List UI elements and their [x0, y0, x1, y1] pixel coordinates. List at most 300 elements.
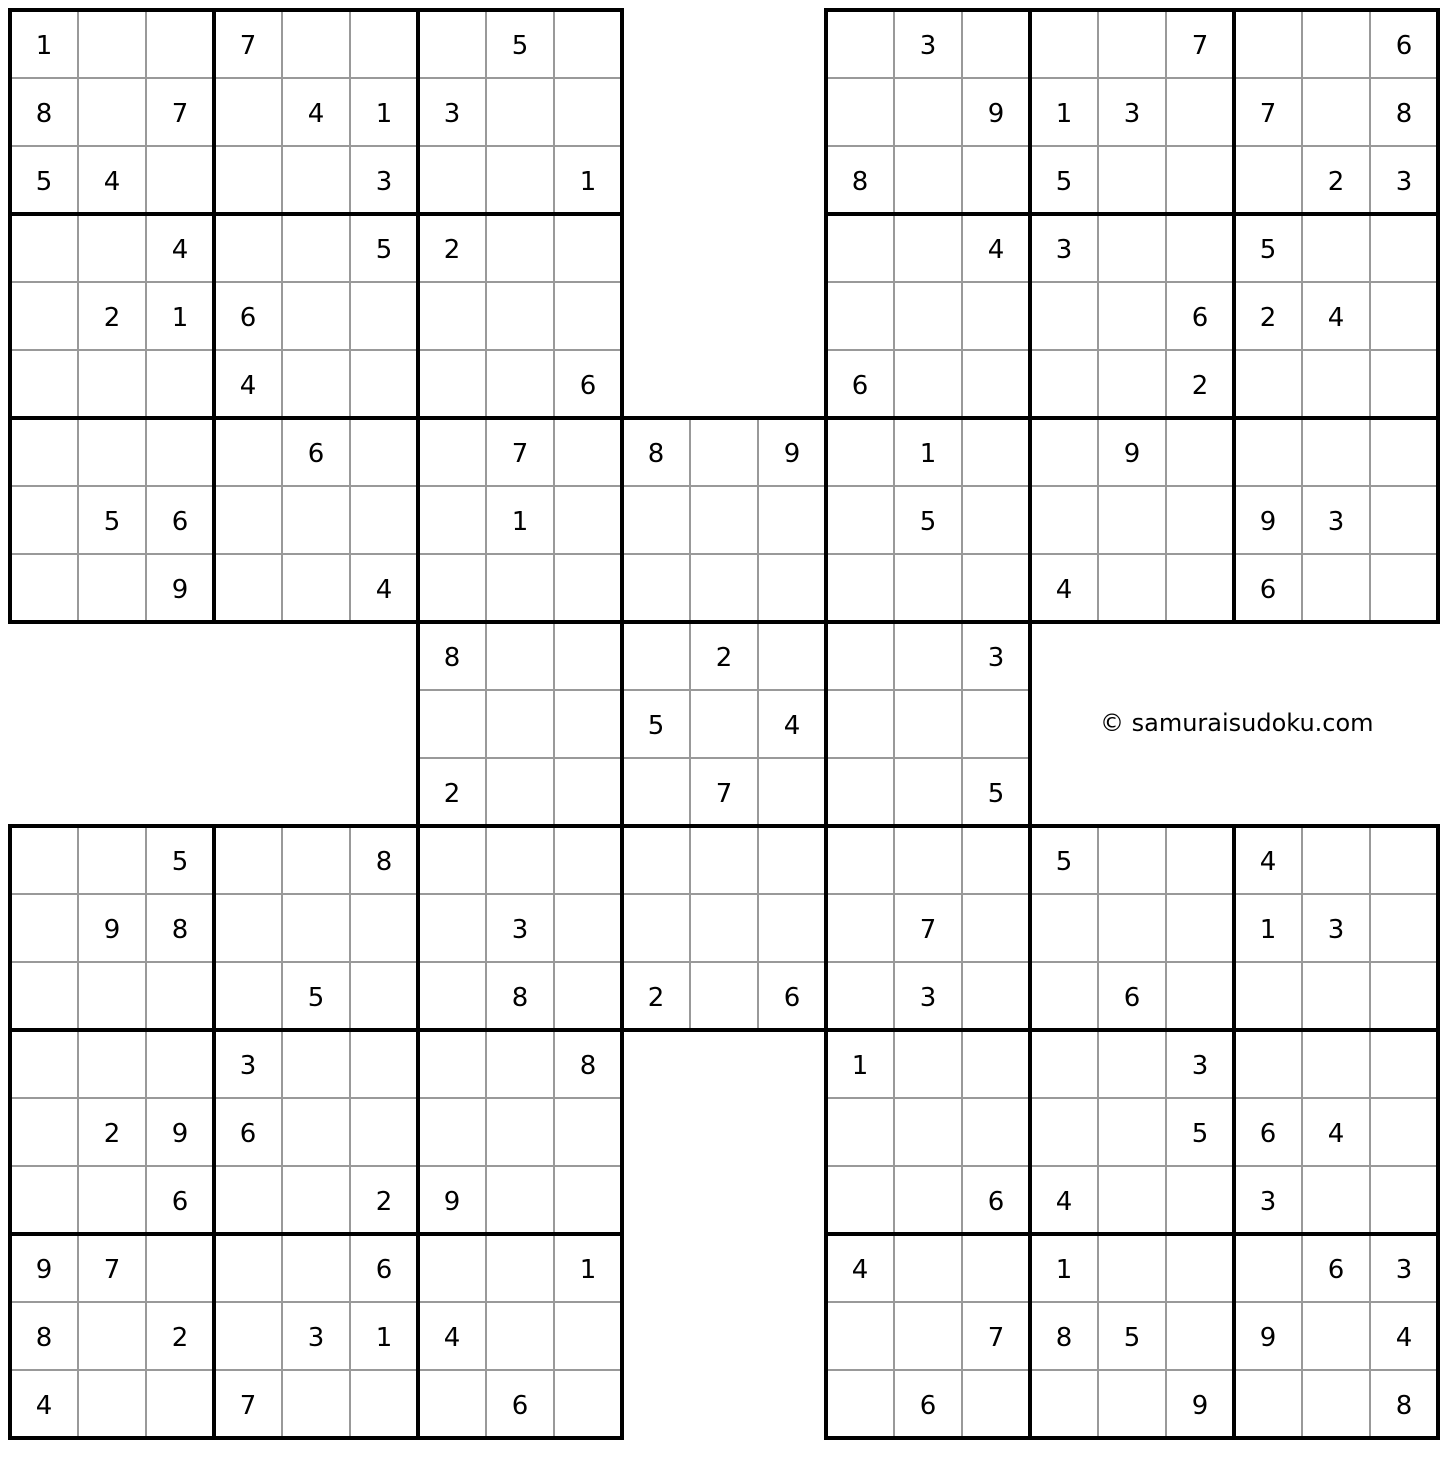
sudoku-cell[interactable] — [214, 78, 282, 146]
sudoku-cell[interactable] — [1030, 350, 1098, 418]
sudoku-cell[interactable] — [282, 1166, 350, 1234]
sudoku-cell[interactable] — [1302, 1166, 1370, 1234]
sudoku-cell[interactable] — [282, 282, 350, 350]
sudoku-cell[interactable] — [554, 962, 622, 1030]
sudoku-cell[interactable] — [894, 690, 962, 758]
given-digit: 9 — [35, 1255, 53, 1285]
sudoku-cell[interactable] — [962, 826, 1030, 894]
sudoku-cell[interactable] — [758, 622, 826, 690]
given-digit: 4 — [1327, 1119, 1345, 1149]
sudoku-cell[interactable] — [962, 350, 1030, 418]
sudoku-cell[interactable] — [554, 78, 622, 146]
sudoku-cell[interactable] — [554, 1098, 622, 1166]
sudoku-cell[interactable] — [282, 214, 350, 282]
given-digit: 6 — [919, 1391, 937, 1421]
sudoku-cell[interactable] — [758, 554, 826, 622]
sudoku-cell[interactable] — [554, 554, 622, 622]
sudoku-cell[interactable] — [1098, 1234, 1166, 1302]
sudoku-cell[interactable] — [1370, 962, 1438, 1030]
sudoku-cell[interactable] — [486, 1166, 554, 1234]
sudoku-cell[interactable] — [10, 282, 78, 350]
sudoku-cell[interactable] — [78, 554, 146, 622]
sudoku-cell[interactable] — [962, 1234, 1030, 1302]
sudoku-cell[interactable] — [1370, 486, 1438, 554]
given-digit: 3 — [1395, 167, 1413, 197]
sudoku-cell[interactable] — [962, 486, 1030, 554]
given-digit: 6 — [511, 1391, 529, 1421]
sudoku-cell[interactable] — [282, 554, 350, 622]
sudoku-cell[interactable] — [826, 1302, 894, 1370]
given-digit: 7 — [919, 915, 937, 945]
sudoku-cell[interactable] — [826, 554, 894, 622]
given-digit: 9 — [171, 1119, 189, 1149]
given-digit: 9 — [783, 439, 801, 469]
sudoku-cell[interactable] — [826, 486, 894, 554]
sudoku-cell[interactable] — [622, 758, 690, 826]
sudoku-cell[interactable] — [894, 1030, 962, 1098]
sudoku-cell[interactable] — [418, 486, 486, 554]
sudoku-cell[interactable] — [894, 826, 962, 894]
given-digit: 2 — [171, 1323, 189, 1353]
given-digit: 7 — [715, 779, 733, 809]
sudoku-cell[interactable] — [418, 894, 486, 962]
sudoku-cell[interactable] — [894, 1098, 962, 1166]
given-digit: 8 — [511, 983, 529, 1013]
sudoku-cell[interactable] — [962, 418, 1030, 486]
sudoku-cell[interactable] — [350, 486, 418, 554]
sudoku-cell[interactable] — [1302, 1302, 1370, 1370]
sudoku-cell[interactable] — [214, 894, 282, 962]
sudoku-cell[interactable] — [1234, 962, 1302, 1030]
sudoku-cell[interactable] — [554, 282, 622, 350]
sudoku-cell[interactable] — [690, 962, 758, 1030]
sudoku-cell[interactable] — [758, 486, 826, 554]
sudoku-cell[interactable] — [350, 350, 418, 418]
given-digit: 8 — [375, 847, 393, 877]
sudoku-cell[interactable] — [418, 962, 486, 1030]
sudoku-cell[interactable] — [1098, 146, 1166, 214]
sudoku-cell[interactable] — [350, 894, 418, 962]
sudoku-cell[interactable] — [146, 1234, 214, 1302]
sudoku-cell[interactable] — [1098, 486, 1166, 554]
given-digit: 4 — [1055, 1187, 1073, 1217]
sudoku-cell[interactable] — [486, 146, 554, 214]
sudoku-cell[interactable] — [78, 418, 146, 486]
sudoku-cell[interactable] — [622, 826, 690, 894]
given-digit: 3 — [307, 1323, 325, 1353]
sudoku-cell[interactable] — [146, 1370, 214, 1438]
sudoku-cell[interactable] — [78, 1030, 146, 1098]
sudoku-cell[interactable] — [10, 962, 78, 1030]
sudoku-cell[interactable] — [486, 1030, 554, 1098]
sudoku-cell[interactable] — [1030, 418, 1098, 486]
sudoku-cell[interactable] — [1302, 10, 1370, 78]
sudoku-cell[interactable] — [146, 1030, 214, 1098]
sudoku-cell[interactable] — [214, 1234, 282, 1302]
sudoku-cell[interactable] — [282, 1030, 350, 1098]
given-digit: 5 — [307, 983, 325, 1013]
sudoku-cell[interactable] — [1166, 1166, 1234, 1234]
given-digit: 3 — [511, 915, 529, 945]
sudoku-cell[interactable] — [282, 894, 350, 962]
sudoku-cell[interactable] — [1166, 894, 1234, 962]
given-digit: 9 — [171, 575, 189, 605]
given-digit: 4 — [1327, 303, 1345, 333]
sudoku-cell[interactable] — [1370, 1166, 1438, 1234]
sudoku-cell[interactable] — [418, 1098, 486, 1166]
given-digit: 8 — [647, 439, 665, 469]
given-digit: 1 — [375, 1323, 393, 1353]
sudoku-cell[interactable] — [214, 962, 282, 1030]
sudoku-cell[interactable] — [962, 894, 1030, 962]
sudoku-cell[interactable] — [282, 1098, 350, 1166]
sudoku-cell[interactable] — [1098, 214, 1166, 282]
sudoku-cell[interactable] — [486, 554, 554, 622]
sudoku-cell[interactable] — [1098, 826, 1166, 894]
sudoku-cell[interactable] — [1098, 350, 1166, 418]
sudoku-cell[interactable] — [826, 214, 894, 282]
given-digit: 4 — [375, 575, 393, 605]
sudoku-cell[interactable] — [554, 1166, 622, 1234]
sudoku-cell[interactable] — [622, 894, 690, 962]
sudoku-cell[interactable] — [486, 758, 554, 826]
sudoku-cell[interactable] — [826, 962, 894, 1030]
sudoku-cell[interactable] — [282, 826, 350, 894]
sudoku-cell[interactable] — [214, 146, 282, 214]
sudoku-cell[interactable] — [962, 554, 1030, 622]
sudoku-cell[interactable] — [1098, 894, 1166, 962]
sudoku-cell[interactable] — [1098, 1030, 1166, 1098]
sudoku-cell[interactable] — [554, 1302, 622, 1370]
sudoku-cell[interactable] — [486, 78, 554, 146]
sudoku-cell[interactable] — [214, 826, 282, 894]
sudoku-cell[interactable] — [1030, 282, 1098, 350]
given-digit: 1 — [579, 167, 597, 197]
sudoku-cell[interactable] — [486, 826, 554, 894]
sudoku-cell[interactable] — [554, 622, 622, 690]
sudoku-cell[interactable] — [486, 1302, 554, 1370]
given-digit: 2 — [1259, 303, 1277, 333]
given-digit: 3 — [919, 983, 937, 1013]
sudoku-cell[interactable] — [418, 1030, 486, 1098]
sudoku-cell[interactable] — [10, 214, 78, 282]
sudoku-cell[interactable] — [622, 622, 690, 690]
given-digit: 4 — [443, 1323, 461, 1353]
sudoku-cell[interactable] — [1098, 1098, 1166, 1166]
sudoku-cell[interactable] — [1302, 962, 1370, 1030]
sudoku-cell[interactable] — [418, 826, 486, 894]
sudoku-cell[interactable] — [962, 10, 1030, 78]
sudoku-cell[interactable] — [78, 78, 146, 146]
sudoku-cell[interactable] — [214, 1302, 282, 1370]
sudoku-cell[interactable] — [758, 894, 826, 962]
sudoku-cell[interactable] — [350, 1370, 418, 1438]
given-digit: 3 — [1055, 235, 1073, 265]
sudoku-cell[interactable] — [1370, 1098, 1438, 1166]
sudoku-cell[interactable] — [894, 1234, 962, 1302]
sudoku-cell[interactable] — [350, 962, 418, 1030]
sudoku-cell[interactable] — [894, 282, 962, 350]
sudoku-cell[interactable] — [350, 1030, 418, 1098]
sudoku-cell[interactable] — [962, 690, 1030, 758]
sudoku-cell[interactable] — [1030, 10, 1098, 78]
sudoku-cell[interactable] — [1370, 214, 1438, 282]
sudoku-cell[interactable] — [10, 350, 78, 418]
sudoku-cell[interactable] — [826, 282, 894, 350]
sudoku-cell[interactable] — [690, 418, 758, 486]
sudoku-cell[interactable] — [78, 214, 146, 282]
sudoku-cell[interactable] — [962, 1098, 1030, 1166]
sudoku-cell[interactable] — [146, 962, 214, 1030]
sudoku-cell[interactable] — [486, 690, 554, 758]
sudoku-cell[interactable] — [10, 826, 78, 894]
sudoku-cell[interactable] — [418, 282, 486, 350]
sudoku-cell[interactable] — [1370, 350, 1438, 418]
sudoku-cell[interactable] — [826, 1370, 894, 1438]
sudoku-cell[interactable] — [826, 10, 894, 78]
sudoku-cell[interactable] — [894, 350, 962, 418]
sudoku-cell[interactable] — [1098, 1370, 1166, 1438]
sudoku-cell[interactable] — [418, 690, 486, 758]
sudoku-cell[interactable] — [146, 418, 214, 486]
sudoku-cell[interactable] — [418, 1370, 486, 1438]
sudoku-cell[interactable] — [214, 418, 282, 486]
sudoku-cell[interactable] — [554, 214, 622, 282]
sudoku-cell[interactable] — [894, 1166, 962, 1234]
sudoku-cell[interactable] — [894, 146, 962, 214]
sudoku-cell[interactable] — [214, 486, 282, 554]
sudoku-cell[interactable] — [1234, 1234, 1302, 1302]
sudoku-cell[interactable] — [10, 1166, 78, 1234]
sudoku-cell[interactable] — [1370, 826, 1438, 894]
sudoku-cell[interactable] — [894, 78, 962, 146]
sudoku-cell[interactable] — [826, 690, 894, 758]
sudoku-cell[interactable] — [1030, 1098, 1098, 1166]
given-digit: 9 — [1123, 439, 1141, 469]
sudoku-cell[interactable] — [214, 1166, 282, 1234]
sudoku-cell[interactable] — [10, 418, 78, 486]
given-digit: 6 — [307, 439, 325, 469]
given-digit: 1 — [171, 303, 189, 333]
sudoku-cell[interactable] — [758, 758, 826, 826]
sudoku-cell[interactable] — [78, 826, 146, 894]
sudoku-cell[interactable] — [78, 1370, 146, 1438]
sudoku-cell[interactable] — [1302, 214, 1370, 282]
sudoku-cell[interactable] — [826, 758, 894, 826]
sudoku-cell[interactable] — [486, 350, 554, 418]
sudoku-cell[interactable] — [1370, 282, 1438, 350]
given-digit: 6 — [1191, 303, 1209, 333]
sudoku-cell[interactable] — [78, 10, 146, 78]
sudoku-cell[interactable] — [1166, 418, 1234, 486]
sudoku-cell[interactable] — [1302, 1030, 1370, 1098]
given-digit: 6 — [375, 1255, 393, 1285]
sudoku-cell[interactable] — [1234, 10, 1302, 78]
sudoku-cell[interactable] — [1098, 282, 1166, 350]
sudoku-cell[interactable] — [418, 10, 486, 78]
sudoku-cell[interactable] — [1166, 214, 1234, 282]
sudoku-cell[interactable] — [350, 1098, 418, 1166]
sudoku-cell[interactable] — [78, 962, 146, 1030]
sudoku-cell[interactable] — [1098, 1166, 1166, 1234]
sudoku-cell[interactable] — [962, 282, 1030, 350]
sudoku-cell[interactable] — [554, 1370, 622, 1438]
sudoku-cell[interactable] — [1370, 1030, 1438, 1098]
sudoku-cell[interactable] — [1370, 418, 1438, 486]
sudoku-cell[interactable] — [826, 894, 894, 962]
sudoku-cell[interactable] — [10, 486, 78, 554]
sudoku-cell[interactable] — [826, 1098, 894, 1166]
sudoku-cell[interactable] — [350, 10, 418, 78]
sudoku-cell[interactable] — [282, 10, 350, 78]
sudoku-cell[interactable] — [1234, 418, 1302, 486]
sudoku-cell[interactable] — [1302, 78, 1370, 146]
sudoku-cell[interactable] — [1302, 418, 1370, 486]
sudoku-cell[interactable] — [894, 758, 962, 826]
sudoku-cell[interactable] — [1030, 894, 1098, 962]
sudoku-cell[interactable] — [622, 486, 690, 554]
sudoku-cell[interactable] — [10, 1030, 78, 1098]
sudoku-cell[interactable] — [78, 350, 146, 418]
sudoku-cell[interactable] — [282, 486, 350, 554]
sudoku-cell[interactable] — [1166, 826, 1234, 894]
sudoku-cell[interactable] — [282, 146, 350, 214]
sudoku-cell[interactable] — [486, 1234, 554, 1302]
sudoku-cell[interactable] — [554, 486, 622, 554]
given-digit: 8 — [579, 1051, 597, 1081]
sudoku-cell[interactable] — [350, 282, 418, 350]
sudoku-cell[interactable] — [554, 418, 622, 486]
sudoku-cell[interactable] — [1370, 894, 1438, 962]
sudoku-cell[interactable] — [554, 10, 622, 78]
sudoku-cell[interactable] — [146, 146, 214, 214]
given-digit: 5 — [987, 779, 1005, 809]
sudoku-cell[interactable] — [894, 554, 962, 622]
sudoku-cell[interactable] — [690, 894, 758, 962]
sudoku-cell[interactable] — [690, 826, 758, 894]
sudoku-cell[interactable] — [1302, 554, 1370, 622]
sudoku-cell[interactable] — [894, 214, 962, 282]
sudoku-cell[interactable] — [1166, 962, 1234, 1030]
sudoku-cell[interactable] — [78, 1302, 146, 1370]
sudoku-cell[interactable] — [486, 622, 554, 690]
given-digit: 1 — [511, 507, 529, 537]
sudoku-cell[interactable] — [1166, 1302, 1234, 1370]
sudoku-cell[interactable] — [962, 962, 1030, 1030]
sudoku-cell[interactable] — [282, 1234, 350, 1302]
sudoku-cell[interactable] — [1234, 1370, 1302, 1438]
sudoku-cell[interactable] — [418, 350, 486, 418]
given-digit: 5 — [1055, 167, 1073, 197]
sudoku-cell[interactable] — [1030, 1030, 1098, 1098]
sudoku-cell[interactable] — [350, 418, 418, 486]
sudoku-cell[interactable] — [690, 554, 758, 622]
sudoku-cell[interactable] — [962, 1370, 1030, 1438]
given-digit: 8 — [443, 643, 461, 673]
sudoku-cell[interactable] — [554, 758, 622, 826]
given-digit: 3 — [239, 1051, 257, 1081]
sudoku-cell[interactable] — [690, 486, 758, 554]
given-digit: 6 — [579, 371, 597, 401]
given-digit: 4 — [239, 371, 257, 401]
sudoku-cell[interactable] — [1166, 78, 1234, 146]
sudoku-cell[interactable] — [1166, 146, 1234, 214]
sudoku-cell[interactable] — [554, 690, 622, 758]
sudoku-cell[interactable] — [962, 146, 1030, 214]
sudoku-cell[interactable] — [826, 826, 894, 894]
sudoku-cell[interactable] — [554, 894, 622, 962]
sudoku-cell[interactable] — [146, 350, 214, 418]
sudoku-cell[interactable] — [1302, 826, 1370, 894]
sudoku-cell[interactable] — [554, 826, 622, 894]
sudoku-cell[interactable] — [486, 282, 554, 350]
given-digit: 8 — [35, 1323, 53, 1353]
sudoku-cell[interactable] — [1030, 486, 1098, 554]
sudoku-cell[interactable] — [826, 1166, 894, 1234]
sudoku-cell[interactable] — [1234, 350, 1302, 418]
given-digit: 3 — [1259, 1187, 1277, 1217]
sudoku-cell[interactable] — [1302, 1370, 1370, 1438]
given-digit: 8 — [1055, 1323, 1073, 1353]
sudoku-cell[interactable] — [690, 690, 758, 758]
given-digit: 6 — [171, 1187, 189, 1217]
sudoku-cell[interactable] — [1234, 1030, 1302, 1098]
sudoku-cell[interactable] — [1098, 554, 1166, 622]
given-digit: 2 — [443, 779, 461, 809]
sudoku-cell[interactable] — [826, 78, 894, 146]
sudoku-cell[interactable] — [486, 214, 554, 282]
sudoku-cell[interactable] — [622, 554, 690, 622]
sudoku-cell[interactable] — [1302, 350, 1370, 418]
sudoku-cell[interactable] — [418, 146, 486, 214]
sudoku-cell[interactable] — [1166, 1234, 1234, 1302]
sudoku-cell[interactable] — [1234, 146, 1302, 214]
sudoku-cell[interactable] — [214, 554, 282, 622]
sudoku-cell[interactable] — [10, 1098, 78, 1166]
sudoku-cell[interactable] — [214, 214, 282, 282]
sudoku-cell[interactable] — [146, 10, 214, 78]
sudoku-cell[interactable] — [1166, 554, 1234, 622]
sudoku-cell[interactable] — [1030, 962, 1098, 1030]
sudoku-cell[interactable] — [282, 350, 350, 418]
sudoku-cell[interactable] — [1166, 486, 1234, 554]
sudoku-cell[interactable] — [418, 554, 486, 622]
given-digit: 4 — [307, 99, 325, 129]
sudoku-cell[interactable] — [282, 1370, 350, 1438]
sudoku-cell[interactable] — [894, 622, 962, 690]
sudoku-cell[interactable] — [78, 1166, 146, 1234]
sudoku-cell[interactable] — [418, 418, 486, 486]
given-digit: 1 — [851, 1051, 869, 1081]
sudoku-cell[interactable] — [826, 418, 894, 486]
sudoku-cell[interactable] — [10, 554, 78, 622]
given-digit: 5 — [375, 235, 393, 265]
given-digit: 1 — [375, 99, 393, 129]
sudoku-cell[interactable] — [1370, 554, 1438, 622]
sudoku-cell[interactable] — [10, 894, 78, 962]
sudoku-cell[interactable] — [1098, 10, 1166, 78]
sudoku-cell[interactable] — [894, 1302, 962, 1370]
sudoku-cell[interactable] — [962, 1030, 1030, 1098]
sudoku-cell[interactable] — [418, 1234, 486, 1302]
given-digit: 9 — [443, 1187, 461, 1217]
sudoku-cell[interactable] — [486, 1098, 554, 1166]
sudoku-cell[interactable] — [826, 622, 894, 690]
given-digit: 3 — [987, 643, 1005, 673]
sudoku-cell[interactable] — [758, 826, 826, 894]
given-digit: 4 — [987, 235, 1005, 265]
sudoku-cell[interactable] — [1030, 1370, 1098, 1438]
